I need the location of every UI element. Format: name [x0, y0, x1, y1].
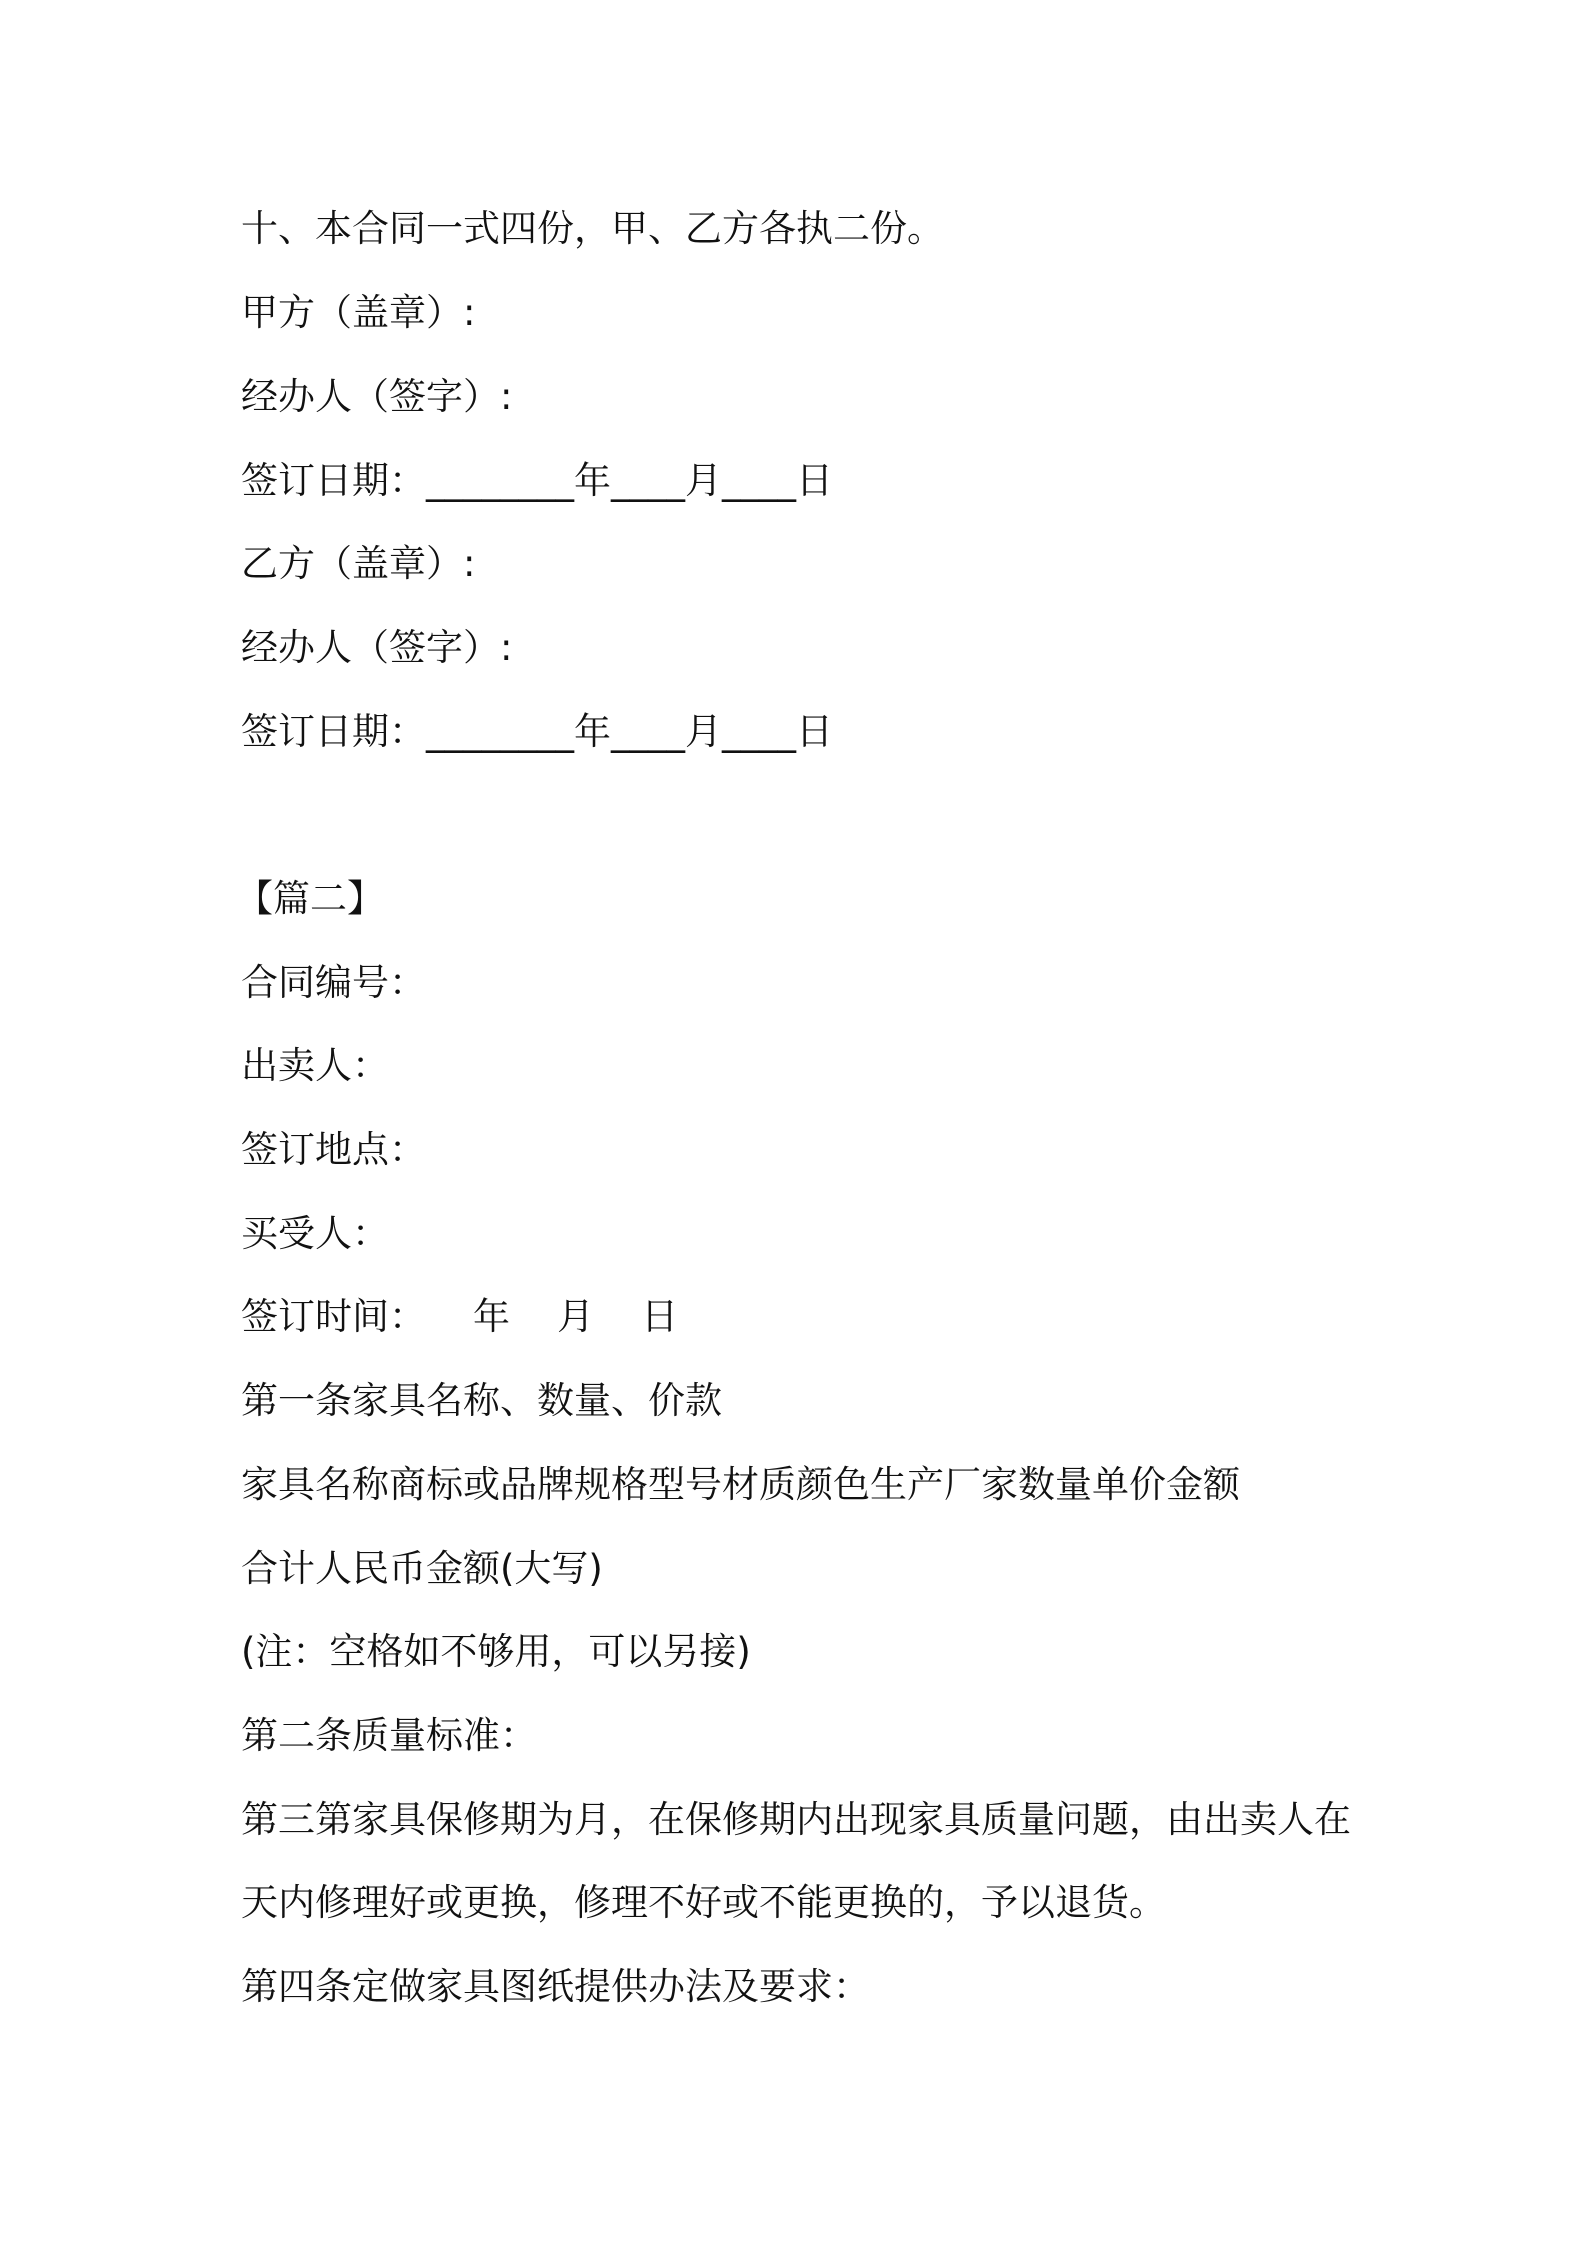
party-b-agent-label: 经办人（签字）: [241, 626, 513, 669]
section-heading: 【篇二】 [236, 877, 384, 920]
party-a-seal-label: 甲方（盖章）: [241, 291, 476, 334]
buyer-label: 买受人： [241, 1212, 389, 1255]
copies-clause: 十、本合同一式四份，甲、乙方各执二份。 [241, 207, 944, 250]
party-a-agent-label: 经办人（签字）: [241, 375, 513, 418]
contract-number-label: 合同编号： [241, 961, 426, 1004]
seller-label: 出卖人： [241, 1044, 389, 1087]
article2-quality: 第二条质量标准： [241, 1714, 537, 1757]
party-b-seal-label: 乙方（盖章）: [241, 542, 476, 585]
article1-total: 合计人民币金额(大写) [241, 1547, 603, 1590]
party-a-date-line: 签订日期：________年____月____日 [241, 459, 833, 502]
signing-place-label: 签订地点： [241, 1128, 426, 1171]
article1-columns: 家具名称商标或品牌规格型号材质颜色生产厂家数量单价金额 [241, 1463, 1240, 1506]
article1-note: (注：空格如不够用，可以另接) [241, 1630, 751, 1673]
article3-line2: 天内修理好或更换，修理不好或不能更换的，予以退货。 [241, 1881, 1166, 1924]
article1-title: 第一条家具名称、数量、价款 [241, 1379, 722, 1422]
party-b-date-line: 签订日期：________年____月____日 [241, 710, 833, 753]
article3-line1: 第三第家具保修期为月，在保修期内出现家具质量问题，由出卖人在 [241, 1798, 1351, 1841]
signing-time-line: 签订时间： 年 月 日 [241, 1295, 679, 1338]
article4-drawings: 第四条定做家具图纸提供办法及要求： [241, 1965, 870, 2008]
